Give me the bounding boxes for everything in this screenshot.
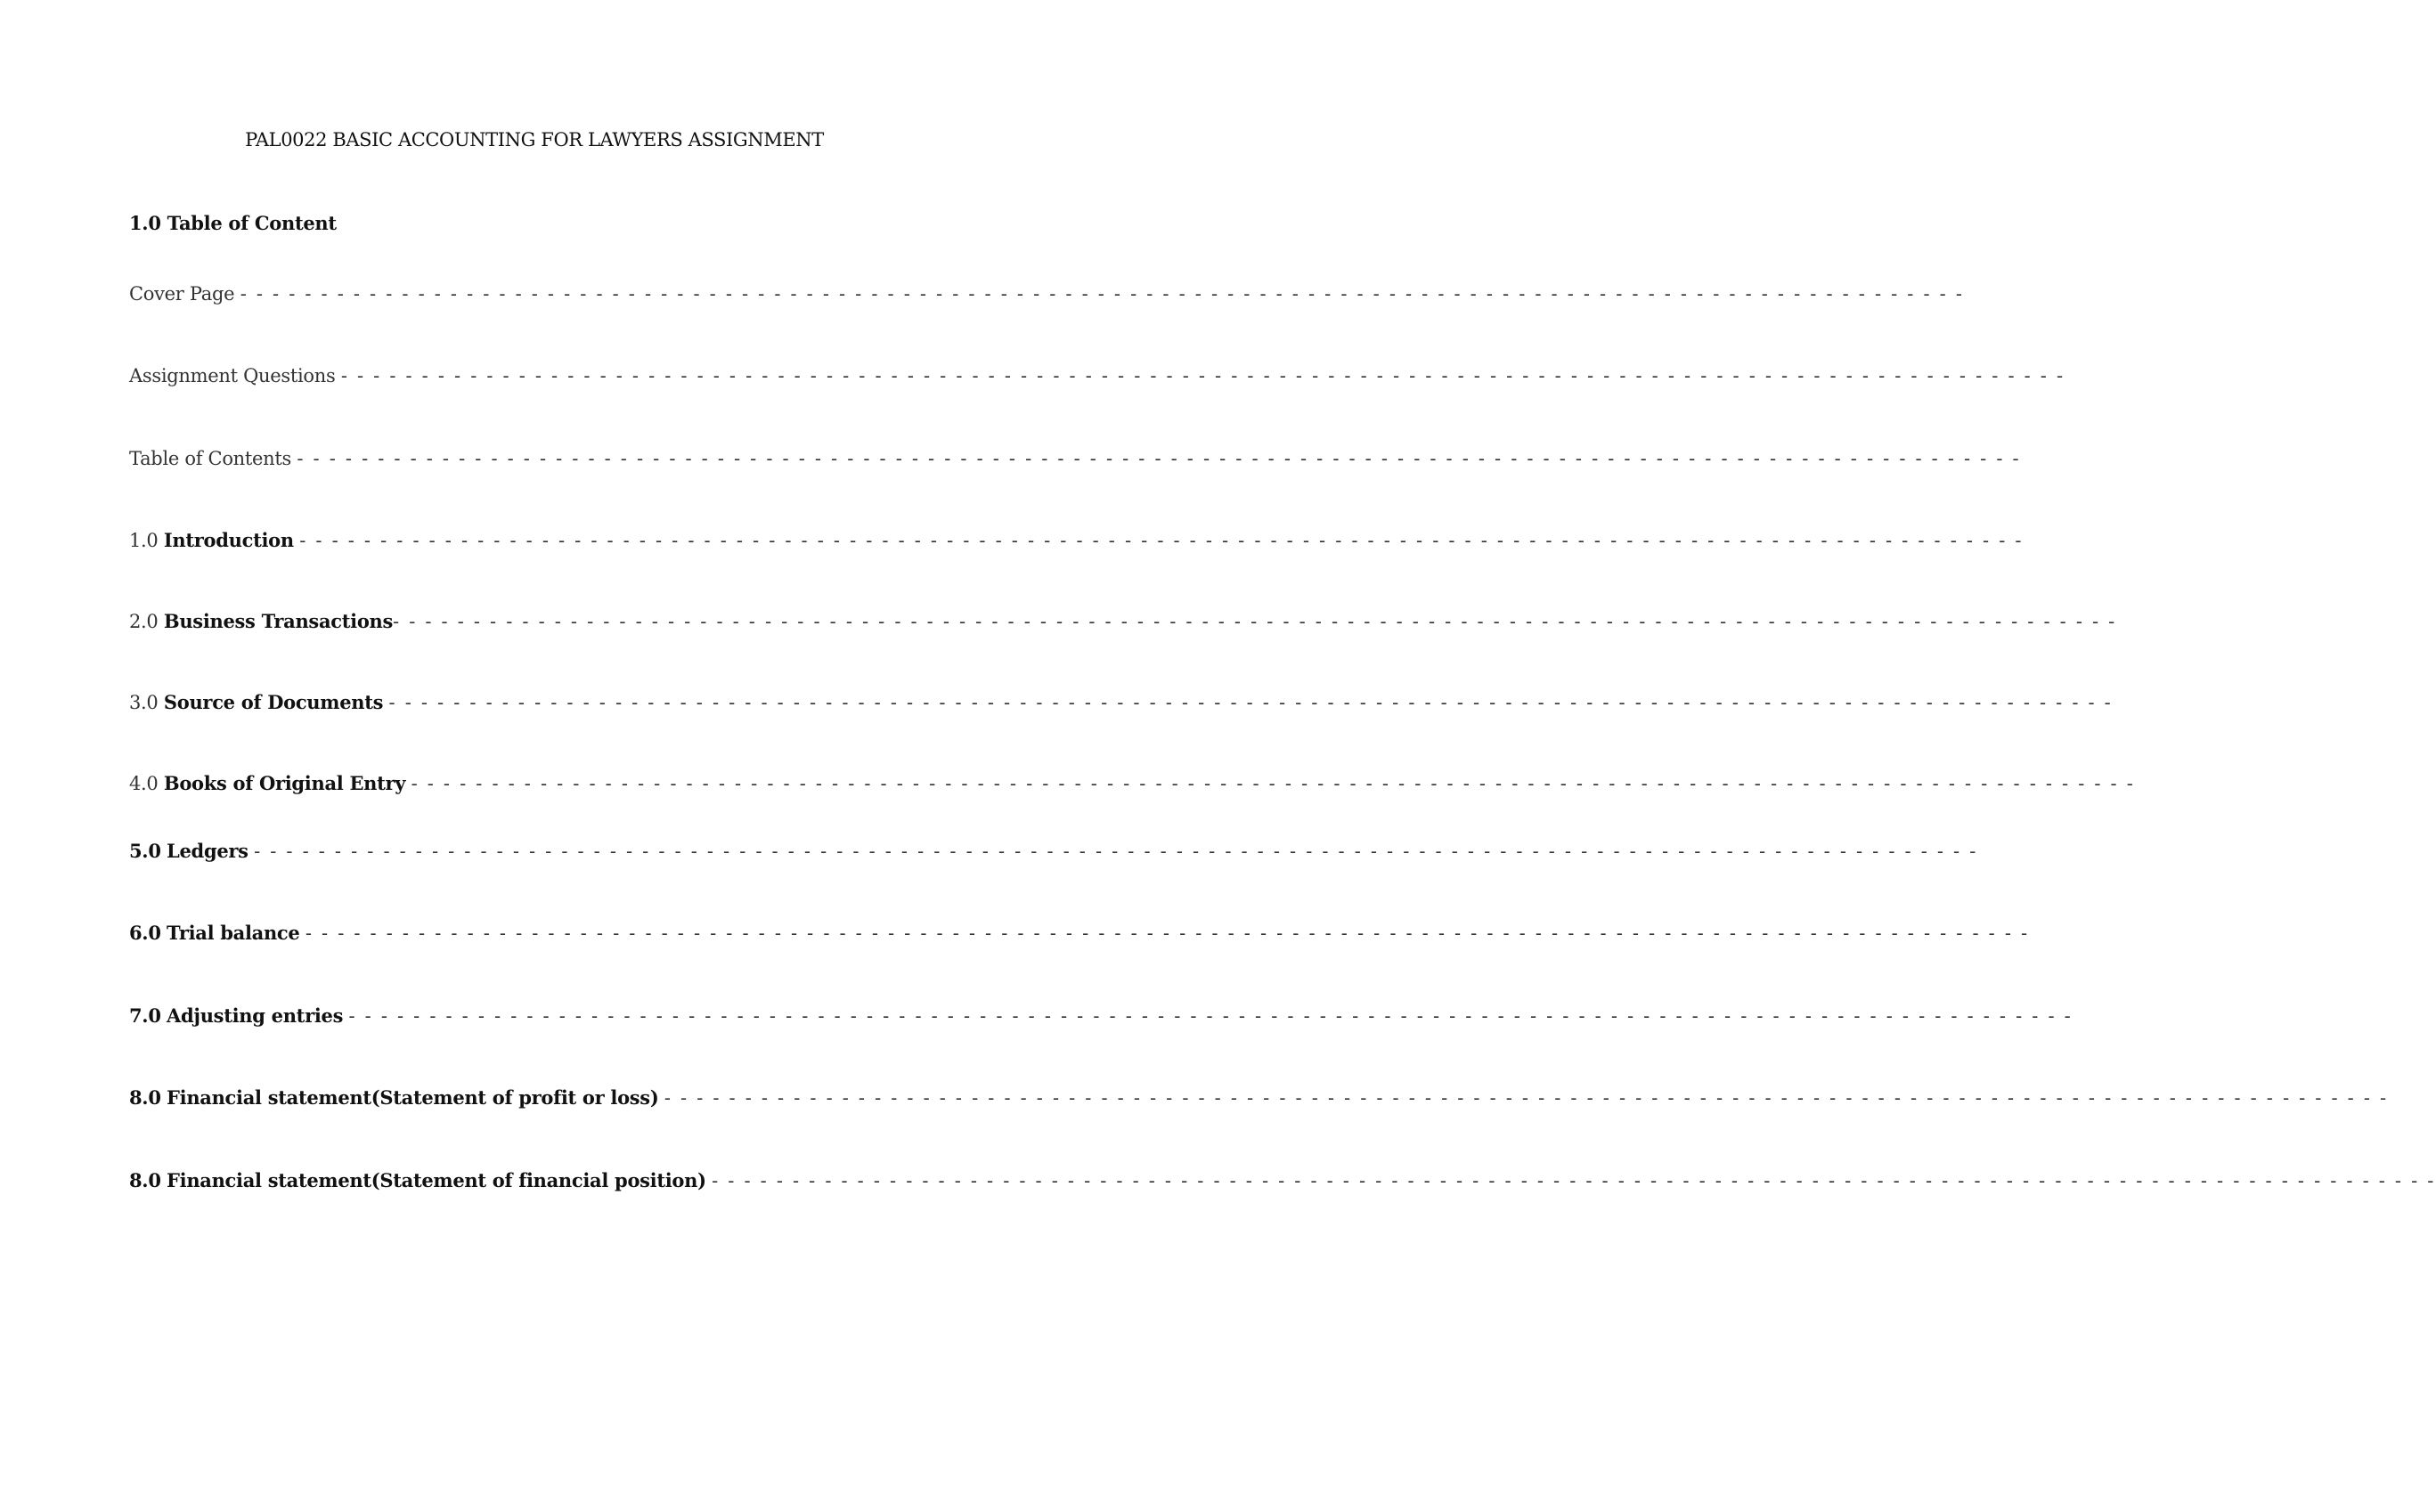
toc-leader-dashes: - - - - - - - - - - - - - - - - - - - - - - - - - - - - - - - - - - - - - - - - - - - - - - - - - - - - - - - - - - - - - - - - - - - - - - - - - - - - - - - - - - - - - - - - - - - - - - - - - - - - - - - - - - -: [305, 923, 2030, 944]
toc-leader-dashes: - - - - - - - - - - - - - - - - - - - - - - - - - - - - - - - - - - - - - - - - - - - - - - - - - - - - - - - - - - - - - - - - - - - - - - - - - - - - - - - - - - - - - - - - - - - - - - - - - - - - - - - - - - -: [254, 841, 1978, 862]
toc-entry-number: 1.0: [129, 530, 159, 551]
toc-entry-number: 3.0: [129, 692, 159, 713]
toc-entry-label: Trial balance: [167, 922, 300, 944]
toc-leader-dashes: - - - - - - - - - - - - - - - - - - - - - - - - - - - - - - - - - - - - - - - - - - - - - - - - - - - - - - - - - - - - - - - - - - - - - - - - - - - - - - - - - - - - - - - - - - - - - - - - - - - - - - - - - - -: [712, 1170, 2436, 1191]
toc-leader-dashes: - - - - - - - - - - - - - - - - - - - - - - - - - - - - - - - - - - - - - - - - - - - - - - - - - - - - - - - - - - - - - - - - - - - - - - - - - - - - - - - - - - - - - - - - - - - - - - - - - - - - - - - - - - -: [340, 365, 2065, 386]
toc-entry-introduction: [129, 527, 2024, 554]
toc-entry-label: Financial statement(Statement of profit or loss): [167, 1086, 659, 1109]
document-title: PAL0022 BASIC ACCOUNTING FOR LAWYERS ASSIGNMENT: [245, 129, 824, 150]
toc-entry-label: Books of Original Entry: [163, 772, 406, 794]
toc-entry-label: Cover Page: [129, 283, 235, 305]
toc-entry-label: Business Transactions: [163, 610, 394, 632]
toc-entry-financial-position: [129, 1167, 2436, 1194]
toc-entry-trial-balance: [129, 920, 2030, 947]
toc-entry-label: Assignment Questions: [129, 365, 336, 386]
toc-entry-label: Ledgers: [167, 840, 248, 862]
toc-entry-label: Financial statement(Statement of financial position): [167, 1169, 706, 1191]
toc-entry-label: Source of Documents: [163, 691, 384, 713]
toc-leader-dashes: - - - - - - - - - - - - - - - - - - - - - - - - - - - - - - - - - - - - - - - - - - - - - - - - - - - - - - - - - - - - - - - - - - - - - - - - - - - - - - - - - - - - - - - - - - - - - - - - - - - - - - - - - - -: [297, 448, 2021, 469]
toc-entry-number: 2.0: [129, 611, 159, 632]
toc-entry-adjusting-entries: [129, 1003, 2073, 1029]
toc-entry-business-transactions: [129, 608, 2117, 635]
toc-entry-source-of-documents: [129, 689, 2113, 716]
toc-heading: 1.0 Table of Content: [129, 212, 337, 234]
toc-entry-number: 7.0: [129, 1004, 161, 1027]
toc-entry-number: 4.0: [129, 773, 159, 794]
toc-entry-assignment-questions: [129, 362, 2065, 389]
toc-entry-label: Table of Contents: [129, 448, 291, 469]
toc-leader-dashes: - - - - - - - - - - - - - - - - - - - - - - - - - - - - - - - - - - - - - - - - - - - - - - - - - - - - - - - - - - - - - - - - - - - - - - - - - - - - - - - - - - - - - - - - - - - - - - - - - - - - - - - - - - -: [388, 692, 2113, 713]
toc-entry-number: 8.0: [129, 1086, 161, 1109]
toc-leader-dashes: - - - - - - - - - - - - - - - - - - - - - - - - - - - - - - - - - - - - - - - - - - - - - - - - - - - - - - - - - - - - - - - - - - - - - - - - - - - - - - - - - - - - - - - - - - - - - - - - - - - - - - - - - - -: [348, 1005, 2073, 1027]
toc-leader-dashes: - - - - - - - - - - - - - - - - - - - - - - - - - - - - - - - - - - - - - - - - - - - - - - - - - - - - - - - - - - - - - - - - - - - - - - - - - - - - - - - - - - - - - - - - - - - - - - - - - - - - - - - - - - -: [664, 1087, 2389, 1109]
toc-leader-dashes: - - - - - - - - - - - - - - - - - - - - - - - - - - - - - - - - - - - - - - - - - - - - - - - - - - - - - - - - - - - - - - - - - - - - - - - - - - - - - - - - - - - - - - - - - - - - - - - - - - - - - - - - - - -: [299, 530, 2024, 551]
toc-leader-dashes: - - - - - - - - - - - - - - - - - - - - - - - - - - - - - - - - - - - - - - - - - - - - - - - - - - - - - - - - - - - - - - - - - - - - - - - - - - - - - - - - - - - - - - - - - - - - - - - - - - - - - - - - - - -: [240, 283, 1965, 305]
toc-entry-label: Introduction: [163, 529, 294, 551]
toc-entry-number: 5.0: [129, 840, 161, 862]
toc-entry-cover-page: [129, 280, 1965, 307]
toc-entry-table-of-contents: [129, 445, 2021, 472]
toc-entry-books-of-original-entry: [129, 770, 2136, 797]
toc-entry-number: 8.0: [129, 1169, 161, 1191]
toc-leader-dashes: - - - - - - - - - - - - - - - - - - - - - - - - - - - - - - - - - - - - - - - - - - - - - - - - - - - - - - - - - - - - - - - - - - - - - - - - - - - - - - - - - - - - - - - - - - - - - - - - - - - - - - - - - - -: [393, 611, 2117, 632]
toc-entry-label: Adjusting entries: [167, 1004, 344, 1027]
toc-leader-dashes: - - - - - - - - - - - - - - - - - - - - - - - - - - - - - - - - - - - - - - - - - - - - - - - - - - - - - - - - - - - - - - - - - - - - - - - - - - - - - - - - - - - - - - - - - - - - - - - - - - - - - - - - - - -: [411, 773, 2136, 794]
toc-entry-number: 6.0: [129, 922, 161, 944]
toc-entry-ledgers: [129, 838, 1978, 865]
toc-entry-profit-or-loss: [129, 1085, 2389, 1111]
